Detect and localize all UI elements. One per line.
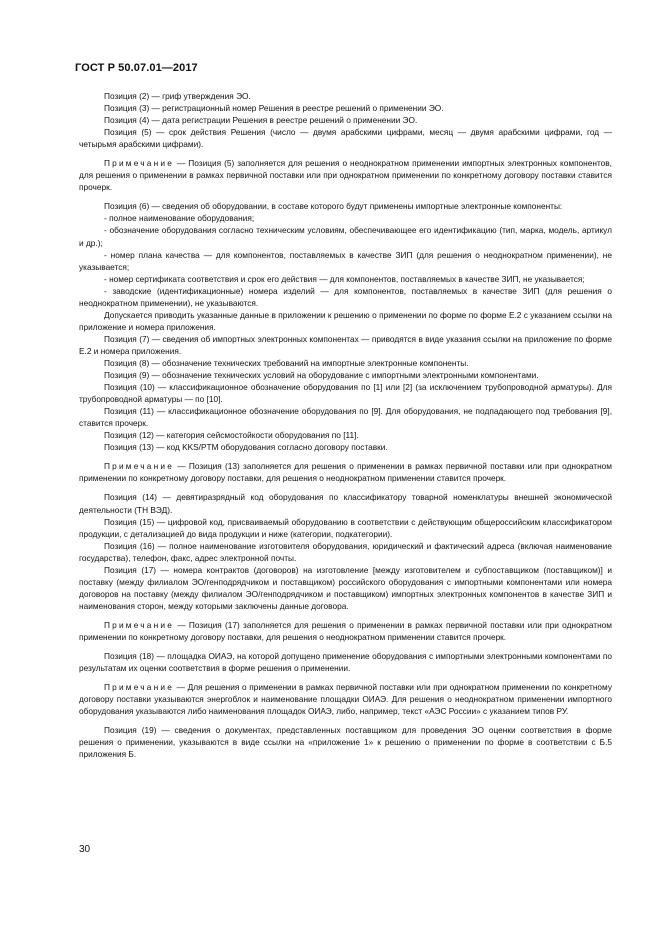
paragraph: Позиция (17) — номера контрактов (договоров) на изготовление [между изготовителем и субпоставщиком (поставщиком)] и поставку (между филиалом ЭО/генподрядчиком и поставщиком) российского оборудования с импортными компонентами или номера договоров на поставку (между филиалом ЭО/генподрядчиком и поставщиком) импортных электронных компонентов в качестве ЗИП и наименования сторон, между которыми заключены данные договора.	[79, 564, 612, 611]
list-item: - обозначение оборудования согласно техническим условиям, обеспечивающее его идентификацию (тип, марка, модель, артикул и др.);	[79, 225, 612, 248]
paragraph: Позиция (2) — гриф утверждения ЭО.	[104, 91, 251, 101]
paragraph: Позиция (14) — девятиразрядный код оборудования по классификатору товарной номенклатуры внешней экономической деятельности (ТН ВЭД).	[79, 492, 612, 515]
list-item: - номер сертификата соответствия и срок его действия — для компонентов, поставляемых в качестве ЗИП, не указывается;	[104, 273, 585, 284]
paragraph: Позиция (11) — классификационное обозначение оборудования по [9]. Для оборудования, не подпадающего под требования [9], ставится прочерк.	[79, 406, 612, 429]
note-paragraph: Примечание — Позиция (17) заполняется для решения о применении в рамках первичной поставки или при однократном применении по конкретному договору поставки, для решения о неоднократном применении ставится прочерк.	[79, 619, 612, 642]
paragraph: Позиция (7) — сведения об импортных электронных компонентах — приводятся в виде указания ссылки на приложение по форме Е.2 и номера приложения.	[79, 333, 612, 356]
note-paragraph: Примечание — Для решения о применении в рамках первичной поставки или при однократном применении по конкретному договору поставки указываются энергоблок и наименование площадки ОИАЭ. Для решения о неоднократном применении импортного оборудования указываются либо наименования площадок ОИАЭ, либо, например, текст «АЭС России» с указанием типов РУ.	[79, 682, 612, 717]
paragraph: Позиция (6) — сведения об оборудовании, в составе которого будут применены импортные электронные компоненты:	[104, 201, 563, 212]
document-header: ГОСТ Р 50.07.01—2017	[75, 62, 198, 74]
paragraph: Допускается приводить указанные данные в приложении к решению о применении по форме по форме Е.2 с указанием ссылки на приложение и номера приложения.	[79, 309, 612, 332]
paragraph: Позиция (8) — обозначение технических требований на импортные электронные компоненты.	[104, 357, 469, 368]
paragraph: Позиция (5) — срок действия Решения (число — двумя арабскими цифрами, месяц — двумя арабскими цифрами, год — четырьмя арабскими цифрами).	[79, 127, 612, 150]
paragraph: Позиция (9) — обозначение технических условий на оборудование с импортными электронными компонентами.	[104, 370, 539, 381]
paragraph: Позиция (16) — полное наименование изготовителя оборудования, юридический и фактический адреса (включая наименование государства), телефон, факс, адрес электронной почты.	[79, 540, 612, 563]
paragraph: Позиция (4) — дата регистрации Решения в реестре решений о применении ЭО.	[104, 115, 418, 126]
list-item: - заводские (идентификационные) номера изделий — для компонентов, поставляемых в качестве ЗИП (для решения о неоднократном применении), не указываются.	[79, 285, 612, 308]
note-label: Примечание	[104, 158, 175, 169]
note-paragraph: Примечание — Позиция (13) заполняется для решения о применении в рамках первичной поставки или при однократном применении по конкретному договору поставки, для решения о неоднократном применении ставится прочерк.	[79, 461, 612, 484]
page-number: 30	[79, 844, 91, 855]
note-label: Примечание	[104, 461, 175, 472]
paragraph: Позиция (3) — регистрационный номер Решения в реестре решений о применении ЭО.	[104, 103, 444, 114]
paragraph: Позиция (15) — цифровой код, присваиваемый оборудованию в соответствии с действующим общероссийским классификатором продукции, с детализацией до вида продукции и ниже (категории, подкатегории).	[79, 516, 612, 539]
paragraph: Позиция (10) — классификационное обозначение оборудования по [1] или [2] (за исключением трубопроводной арматуры). Для трубопроводной арматуры — по [10].	[79, 382, 612, 405]
note-label: Примечание	[104, 619, 175, 630]
note-label: Примечание	[104, 682, 175, 693]
note-paragraph: Примечание — Позиция (5) заполняется для решения о неоднократном применении импортных электронных компонентов, для решения о применении в рамках первичной поставки или при однократном применении по конкретному договору поставки ставится прочерк.	[79, 158, 612, 193]
paragraph: Позиция (19) — сведения о документах, представленных поставщиком для проведения ЭО оценки соответствия в форме решения о применении, указываются в виде ссылки на «приложение 1» к решению о применении по форме в соответствии с Б.5 приложения Б.	[79, 725, 612, 760]
document-body	[79, 90, 612, 760]
paragraph: Позиция (13) — код KKS/PTM оборудования согласно договору поставки.	[104, 442, 388, 453]
list-item: - номер плана качества — для компонентов, поставляемых в качестве ЗИП (для решения о неоднократном применении), не указывается;	[79, 249, 612, 272]
paragraph: Позиция (18) — площадка ОИАЭ, на которой допущено применение оборудования с импортными электронными компонентами по результатам их оценки соответствия в форме решения о применении.	[79, 651, 612, 674]
list-item: - полное наименование оборудования;	[104, 213, 255, 224]
paragraph: Позиция (12) — категория сейсмостойкости оборудования по [11].	[104, 430, 359, 441]
